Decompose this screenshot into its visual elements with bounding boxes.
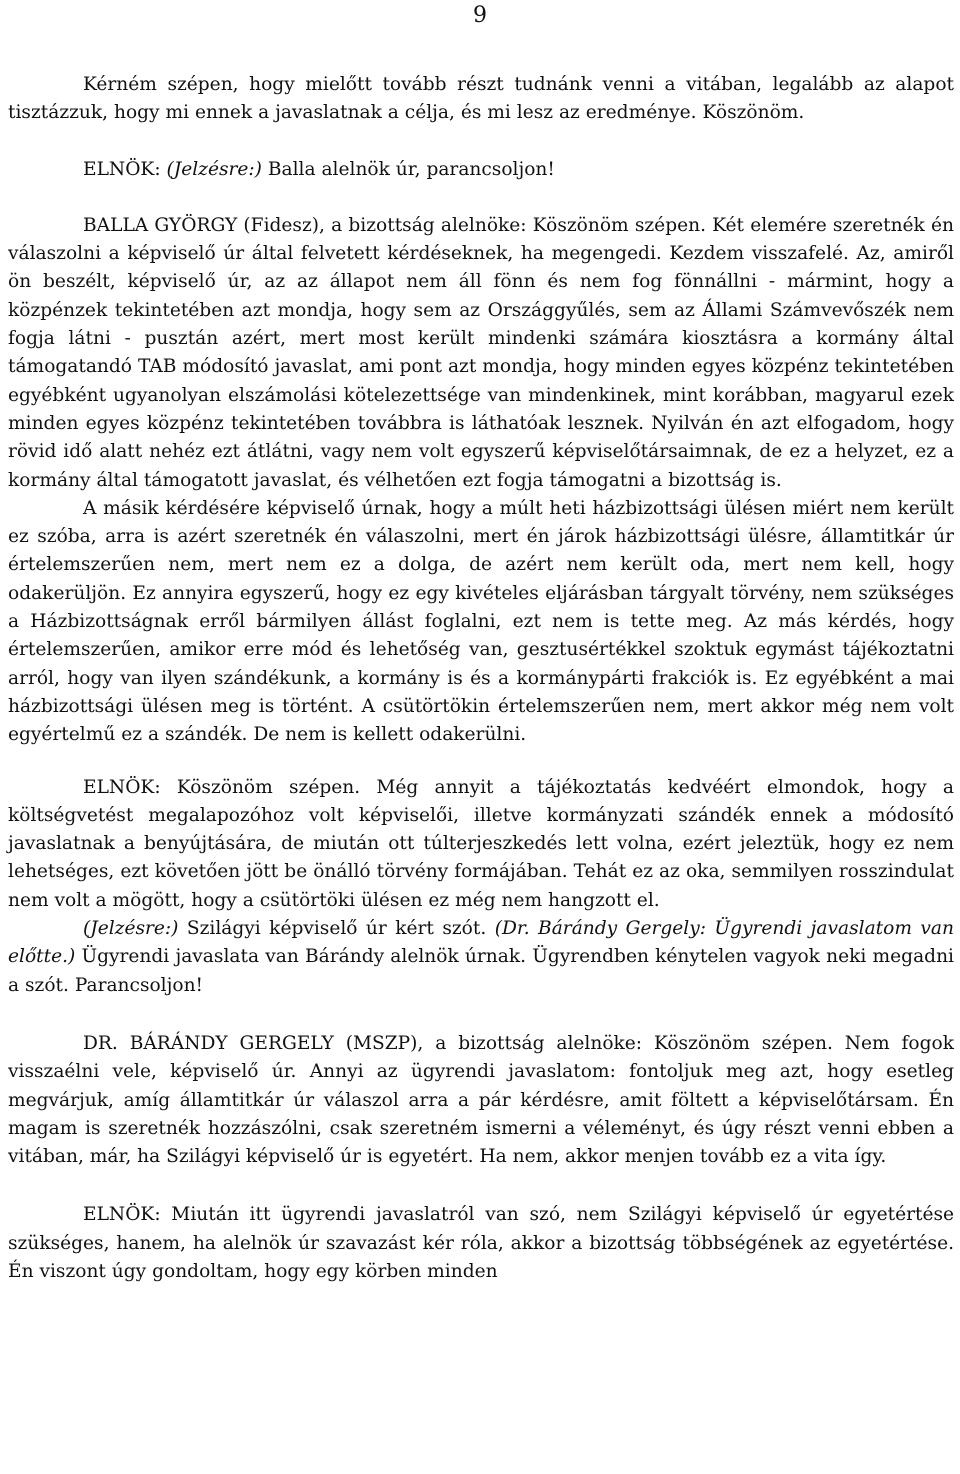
procedure-rest: Ügyrendi javaslata van Bárándy alelnök úrnak. Ügyrendben kénytelen vagyok neki megadni a szót. Parancsoljon! [8,946,954,996]
procedure-text: Szilágyi képviselő úr kért szót. [178,918,495,940]
interjection: (Dr. Bárándy Gergely: Ügyrendi javaslatom van előtte.) [8,918,954,968]
stage-direction: (Jelzésre:) [166,158,262,180]
paragraph-chair-explanation: ELNÖK: Köszönöm szépen. Még annyit a tájékoztatás kedvéért elmondok, hogy a költségvetést megalapozóhoz volt képviselői, illetve kormányzati szándék ennek a módosító javaslatnak a benyújtására, de miután ott túlterjeszkedés lett volna, ezért jeleztük, hogy ez nem lehetséges, ezt követően jött be önálló törvény formájában. Tehát ez az oka, semmilyen rosszindulat nem volt a mögött, hogy a csütörtöki ülésen ez még nem hangzott el. [8,776,954,911]
stage-direction-first: (Jelzésre:) [83,918,179,940]
document-body [8,71,954,1286]
paragraph-balla-second-answer: A másik kérdésére képviselő úrnak, hogy a múlt heti házbizottsági ülésen miért nem került ez szóba, arra is azért szeretnék én válaszolni, mert én járok házbizottsági ülésre, államtitkár úr értelemszerűen nem, mert nem ez a dolga, de azért nem került oda, mert nem kell, hogy odakerüljön. Ez annyira egyszerű, hogy ez egy kivételes eljárásban tárgyalt törvény, nem szükséges a Házbizottságnak erről bármilyen állást foglalni, ezt nem is tette meg. Az más kérdés, hogy értelemszerűen, amikor erre mód és lehetőség van, gesztusértékkel szoktuk egymást tájékoztatni arról, hogy van ilyen szándékunk, a kormány is és a kormánypárti frakciók is. Ez egyébként a mai házbizottsági ülésen meg is történt. A csütörtökin értelemszerűen nem, mert akkor még nem volt egyértelmű ez a szándék. De nem is kellett odakerülni. [8,497,954,746]
chair-call-text: Balla alelnök úr, parancsoljon! [261,158,555,180]
paragraph-barandy: DR. BÁRÁNDY GERGELY (MSZP), a bizottság alelnöke: Köszönöm szépen. Nem fogok visszaélni vele, képviselő úr. Annyi az ügyrendi javaslatom: fontoljuk meg azt, hogy esetleg megvárjuk, amíg államtitkár úr válaszol arra a pár kérdésre, amit föltett a képviselőtársam. Én magam is szeretnék hozzászólni, csak szeretném ismerni a véleményt, és úgy részt venni ebben a vitában, már, ha Szilágyi képviselő úr is egyetért. Ha nem, akkor menjen tovább ez a vita így. [8,1032,954,1168]
paragraph-chair-reply: ELNÖK: Miután itt ügyrendi javaslatról van szó, nem Szilágyi képviselő úr egyetértése szükséges, hanem, ha alelnök úr szavazást kér róla, akkor a bizottság többségének az egyetértése. Én viszont úgy gondoltam, hogy egy körben minden [8,1204,954,1282]
paragraph-balla-response: BALLA GYÖRGY (Fidesz), a bizottság alelnöke: Köszönöm szépen. Két elemére szeretnék én válaszolni a képviselő úr által felvetett kérdéseknek, ha megengedi. Kezdem visszafelé. Az, amiről ön beszélt, képviselő úr, az az állapot nem áll fönn és nem fog fönnállni - mármint, hogy a közpénzek tekintetében azt mondja, hogy sem az Országgyűlés, sem az Állami Számvevőszék nem fogja látni - pusztán azért, mert most került mindenki számára kiosztásra a kormány által támogatandó TAB módosító javaslat, ami pont azt mondja, hogy minden egyes közpénz tekintetében egyébként ugyanolyan elszámolási kötelezettsége van mindenkinek, mint korábban, magyarul ezek minden egyes közpénz tekintetében továbbra is láthatóak lesznek. Nyilván én azt elfogadom, hogy rövid idő alatt nehéz ezt átlátni, vagy nem volt egyszerű képviselőtársaimnak, de ez a helyzet, ez a kormány által támogatott javaslat, és vélhetően ezt fogja támogatni a bizottság is. [8,214,954,491]
page-number: 9 [473,3,487,28]
speaker-chair: ELNÖK: [83,158,167,180]
paragraph-request: Kérném szépen, hogy mielőtt tovább részt tudnánk venni a vitában, legalább az alapot tisztázzuk, hogy mi ennek a javaslatnak a célja, és mi lesz az eredménye. Köszönöm. [8,74,954,124]
paragraph-procedural-proposal [8,915,954,1000]
paragraph-chair-call [8,156,954,184]
